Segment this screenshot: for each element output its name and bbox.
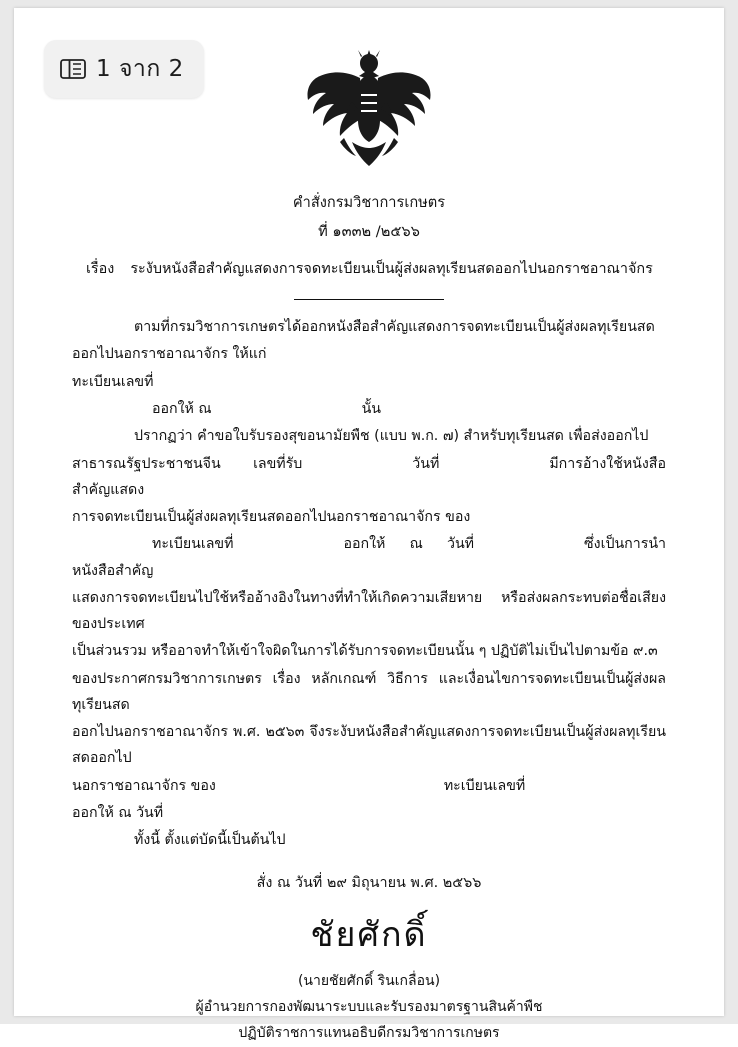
paragraph-line: [72, 638, 666, 664]
issued-at-label: ออกให้ ณ: [152, 401, 212, 417]
paragraph-text: ปรากฏว่า คำขอใบรับรองสุขอนามัยพืช (แบบ พ.ก. ๗) สำหรับทุเรียนสด เพื่อส่งออกไป: [134, 428, 649, 445]
paragraph-line: [72, 451, 666, 504]
paragraph-text: ออกไปนอกราชอาณาจักร พ.ศ. ๒๕๖๓ จึงระงับหนังสือสำคัญแสดงการจดทะเบียนเป็นผู้ส่งผลทุเรียนสดออกไป: [72, 724, 666, 767]
paragraph-line: [72, 314, 666, 340]
paragraph-line: [72, 531, 666, 584]
paragraph-line: [72, 396, 666, 422]
paragraph-line: [72, 423, 666, 449]
book-pages-icon: [60, 58, 86, 80]
garuda-emblem: [304, 50, 434, 168]
paragraph-text: ซึ่งเป็นการนำหนังสือสำคัญ: [72, 536, 666, 579]
page-indicator: [44, 40, 204, 98]
paragraph-text: การจดทะเบียนเป็นผู้ส่งผลทุเรียนสดออกไปนอกราชอาณาจักร ของ: [72, 509, 471, 526]
paragraph-line: [72, 773, 666, 799]
order-date: สั่ง ณ วันที่ ๒๙ มิถุนายน พ.ศ. ๒๕๖๖: [256, 874, 482, 891]
signer-name: (นายชัยศักดิ์ รินเกลื่อน): [297, 973, 441, 990]
signature-block: [72, 870, 666, 1047]
signer-position-1: ผู้อำนวยการกองพัฒนาระบบและรับรองมาตรฐานสินค้าพืช: [195, 998, 543, 1015]
paragraph-line: [72, 341, 666, 367]
paragraph-text: ตามที่กรมวิชาการเกษตรได้ออกหนังสือสำคัญแสดงการจดทะเบียนเป็นผู้ส่งผลทุเรียนสด: [134, 319, 655, 336]
registration-number-label: ทะเบียนเลขที่: [72, 373, 154, 390]
effective-note: ทั้งนี้ ตั้งแต่บัดนี้เป็นต้นไป: [134, 832, 286, 849]
document-number: ที่ ๑๓๓๒ /๒๕๖๖: [318, 222, 420, 240]
nan-label: นั้น: [361, 401, 381, 417]
subject-label: เรื่อง: [86, 260, 115, 277]
date-label: วันที่: [412, 455, 440, 472]
page-indicator-label: 1 จาก 2: [96, 56, 184, 82]
registration-number-label: ทะเบียนเลขที่: [443, 777, 526, 794]
registration-number-label: ทะเบียนเลขที่: [152, 536, 234, 553]
paragraph-line: [72, 800, 666, 826]
paragraph-line: [72, 504, 666, 530]
issued-date-label: ออกให้ ณ วันที่: [72, 804, 164, 821]
document-title: คำสั่งกรมวิชาการเกษตร: [292, 194, 446, 211]
paragraph-text: นอกราชอาณาจักร ของ: [72, 777, 216, 794]
paragraph-line: [72, 719, 666, 772]
divider-rule: [294, 299, 444, 301]
handwritten-signature: ชัยศักดิ์: [310, 915, 428, 956]
paragraph-line: [72, 827, 666, 853]
paragraph-text: ออกไปนอกราชอาณาจักร ให้แก่: [72, 346, 267, 363]
paragraph-text: มีการอ้างใช้หนังสือสำคัญแสดง: [72, 455, 666, 498]
paragraph-text: ของประกาศกรมวิชาการเกษตร เรื่อง หลักเกณฑ์ วิธีการ และเงื่อนไขการจดทะเบียนเป็นผู้ส่งผลทุเรียนสด: [72, 670, 666, 713]
paragraph-line: [72, 585, 666, 638]
paragraph-line: [72, 369, 666, 395]
paragraph-text: เป็นส่วนรวม หรืออาจทำให้เข้าใจผิดในการได้รับการจดทะเบียนนั้น ๆ ปฏิบัติไม่เป็นไปตามข้อ ๙.๓: [72, 643, 658, 660]
document-body: [14, 188, 724, 1047]
document-page: [14, 8, 724, 1041]
issued-date-label: ออกให้ ณ วันที่: [343, 536, 475, 553]
paragraph-text: สาธารณรัฐประชาชนจีน เลขที่รับ: [72, 455, 303, 472]
paragraph-text: แสดงการจดทะเบียนไปใช้หรืออ้างอิงในทางที่ทำให้เกิดความเสียหาย หรือส่งผลกระทบต่อชื่อเสียงของประเทศ: [72, 589, 666, 633]
signer-position-2: ปฏิบัติราชการแทนอธิบดีกรมวิชาการเกษตร: [238, 1024, 500, 1041]
subject-text: ระงับหนังสือสำคัญแสดงการจดทะเบียนเป็นผู้ส่งผลทุเรียนสดออกไปนอกราชอาณาจักร: [130, 260, 653, 277]
document-subject: [72, 256, 666, 283]
paragraph-line: [72, 666, 666, 719]
